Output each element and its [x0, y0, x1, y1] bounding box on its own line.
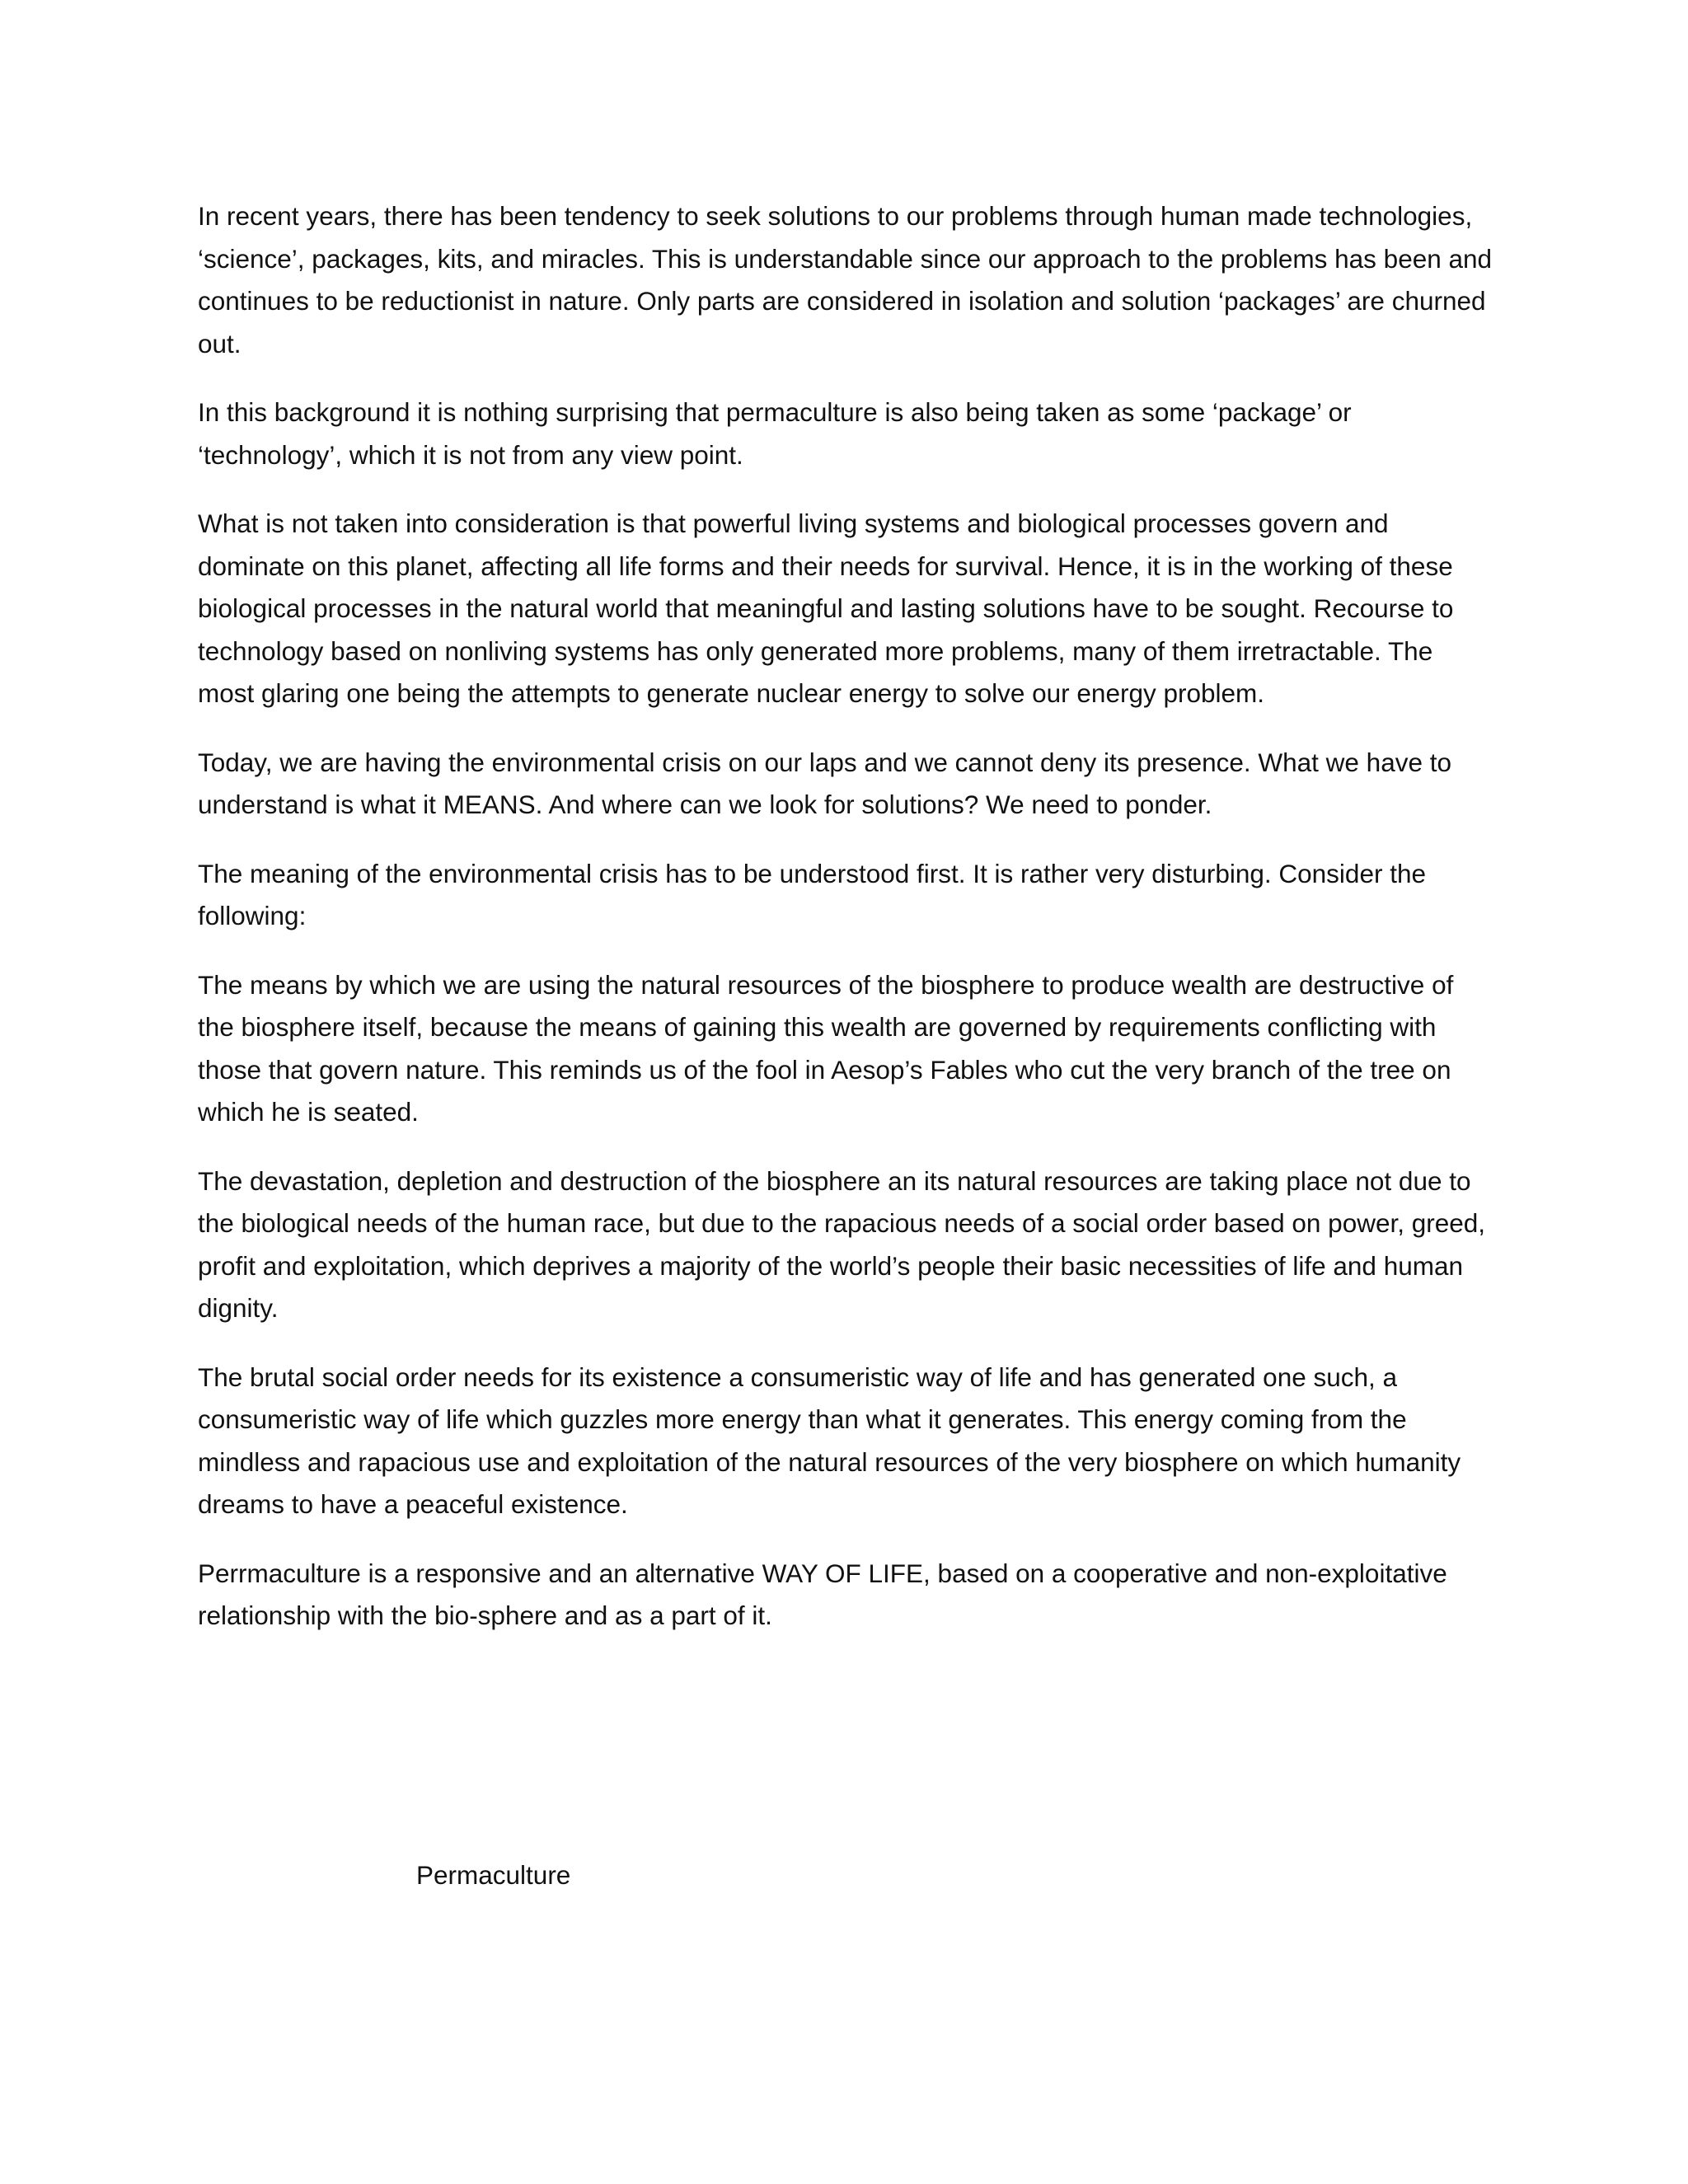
paragraph-5: The meaning of the environmental crisis has to be understood first. It is rather very disturbing. Consider the following: — [198, 858, 1426, 930]
document-body — [198, 195, 1496, 1664]
permaculture-label: Permaculture — [416, 1860, 571, 1890]
paragraph-3: What is not taken into consideration is that powerful living systems and biological processes govern and dominate on this planet, affecting all life forms and their needs for survival. Hence, it is in the working of these biological processes in the natural world that meaningful and lasting solutions have to be sought. Recourse to technology based on nonliving systems has only generated more problems, many of them irretractable. The most glaring one being the attempts to generate nuclear energy to solve our energy problem. — [198, 509, 1454, 708]
paragraph-8: The brutal social order needs for its existence a consumeristic way of life and has generated one such, a consumeristic way of life which guzzles more energy than what it generates. This energy coming from the mindless and rapacious use and exploitation of the natural resources of the very biosphere on which humanity dreams to have a peaceful existence. — [198, 1361, 1461, 1519]
paragraph-6: The means by which we are using the natural resources of the biosphere to produce wealth are destructive of the biosphere itself, because the means of gaining this wealth are governed by requirements conflicting with those that govern nature. This reminds us of the fool in Aesop’s Fables who cut the very branch of the tree on which he is seated. — [198, 969, 1454, 1127]
paragraph-1: In recent years, there has been tendency to seek solutions to our problems through human made technologies, ‘science’, packages, kits, and miracles. This is understandable since our approach to the problems has been and continues to be reductionist in nature. Only parts are considered in isolation and solution ‘packages’ are churned out. — [198, 201, 1493, 359]
paragraph-9: Perrmaculture is a responsive and an alternative WAY OF LIFE, based on a cooperative and non-exploitative relationship with the bio-sphere and as a part of it. — [198, 1558, 1447, 1630]
paragraph-4: Today, we are having the environmental crisis on our laps and we cannot deny its presence. What we have to understand is what it MEANS. And where can we look for solutions? We need to ponder. — [198, 747, 1452, 819]
paragraph-2: In this background it is nothing surprising that permaculture is also being taken as some ‘package’ or ‘technology’, which it is not from any view point. — [198, 397, 1352, 470]
paragraph-7: The devastation, depletion and destruction of the biosphere an its natural resources are taking place not due to the biological needs of the human race, but due to the rapacious needs of a social order based on power, greed, profit and exploitation, which deprives a majority of the world’s people their basic necessities of life and human dignity. — [198, 1165, 1486, 1323]
